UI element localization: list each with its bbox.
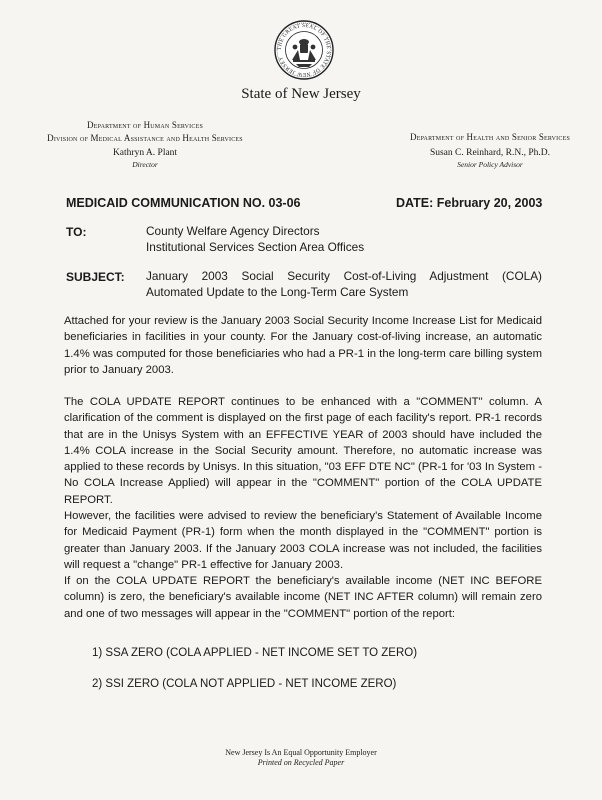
footer-line-1: New Jersey Is An Equal Opportunity Employer xyxy=(225,748,377,757)
left-dept-line2: Division of Medical Assistance and Health Services xyxy=(47,133,243,143)
body-paragraph-4: If on the COLA UPDATE REPORT the beneficiary's available income (NET INC BEFORE column) is zero, the beneficiary's available income (NET INC AFTER column) will remain zero and one of two messages will appear in the "COMMENT" portion of the report: xyxy=(64,575,542,620)
to-line-1: County Welfare Agency Directors xyxy=(146,224,320,238)
to-recipients xyxy=(146,223,364,255)
right-dept-line: Department of Health and Senior Services xyxy=(410,132,570,142)
state-seal-icon xyxy=(274,20,334,80)
body-paragraph-3: However, the facilities were advised to review the beneficiary's Statement of Available Income for Medicaid Payment (PR-1) form when the month displayed in the "COMMENT" portion is greater than January 2003. If the January 2003 COLA increase was not included, the facilities will request a "change" PR-1 effective for January 2003. xyxy=(64,510,542,571)
footer xyxy=(0,748,602,768)
right-person-name: Susan C. Reinhard, R.N., Ph.D. xyxy=(429,148,551,158)
seal-ring-text: THE GREAT SEAL OF THE STATE OF NEW JERSEY xyxy=(276,22,332,78)
left-signatory xyxy=(60,148,230,170)
subject-label: SUBJECT: xyxy=(66,270,125,284)
footer-line-2: Printed on Recycled Paper xyxy=(257,758,345,767)
to-line-2: Institutional Services Section Area Offices xyxy=(146,240,365,254)
right-department-block xyxy=(380,131,600,144)
right-signatory xyxy=(400,148,580,170)
message-item-2: 2) SSI ZERO (COLA NOT APPLIED - NET INCOME ZERO) xyxy=(92,678,397,690)
body-paragraph-1: Attached for your review is the January 2003 Social Security Income Increase List for Medicaid beneficiaries in facilities in your county. For the January cost-of-living increase, an automatic 1.4% was computed for those beneficiaries who had a PR-1 in the long-term care billing system prior to January 2003. xyxy=(64,315,542,376)
left-department-block xyxy=(20,119,270,145)
communication-date: DATE: February 20, 2003 xyxy=(396,196,543,210)
left-person-role: Director xyxy=(132,160,158,169)
message-item-1: 1) SSA ZERO (COLA APPLIED - NET INCOME SET TO ZERO) xyxy=(92,647,418,659)
left-person-name: Kathryn A. Plant xyxy=(112,148,178,158)
left-dept-line1: Department of Human Services xyxy=(87,120,203,130)
state-title: State of New Jersey xyxy=(241,86,361,102)
subject-line-1: January 2003 Social Security Cost-of-Living Adjustment (COLA) xyxy=(146,269,542,283)
right-person-role: Senior Policy Advisor xyxy=(457,160,523,169)
body-paragraph-2: The COLA UPDATE REPORT continues to be enhanced with a "COMMENT" column. A clarification of the comment is displayed on the first page of each facility's report. PR-1 records that are in the Unisys System with an EFFECTIVE YEAR of 2003 should have included the 1.4% COLA increase in the Social Security amount. Therefore, no automatic increase was applied to these records by Unisys. In this situation, "03 EFF DTE NC" (PR-1 for '03 In System - No COLA Increase Applied) will appear in the "COMMENT" portion of the COLA UPDATE REPORT. xyxy=(64,396,542,506)
subject-text xyxy=(146,268,542,300)
subject-line-2: Automated Update to the Long-Term Care System xyxy=(146,285,409,299)
to-label: TO: xyxy=(66,225,87,239)
communication-number: MEDICAID COMMUNICATION NO. 03-06 xyxy=(66,196,301,210)
